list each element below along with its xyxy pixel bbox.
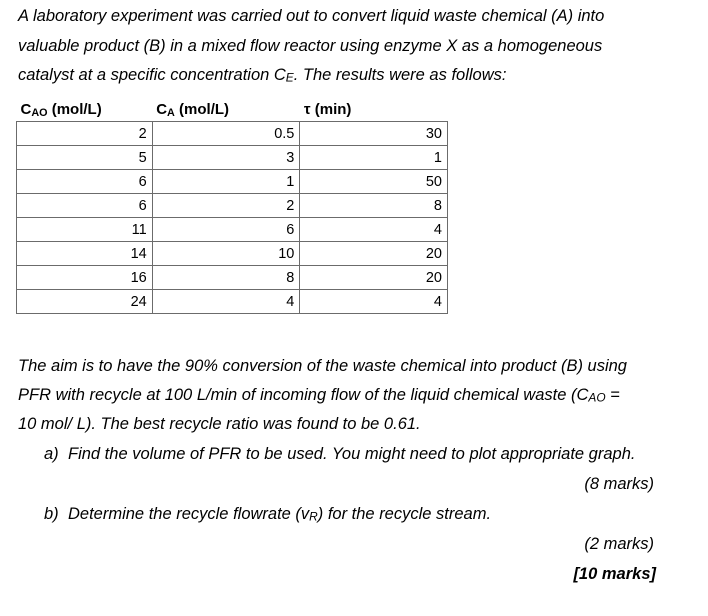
question-b-subscript: R (309, 509, 318, 524)
aim-line-1: The aim is to have the 90% conversion of the waste chemical into product (B) using (18, 357, 627, 375)
question-b-label: b) (44, 505, 59, 523)
header-ca-sub: A (167, 106, 175, 119)
cell-ca: 0.5 (152, 122, 300, 146)
cell-cao: 6 (17, 194, 153, 218)
total-marks: [10 marks] (573, 565, 656, 583)
question-b-marks: (2 marks) (584, 535, 654, 553)
cell-tau: 30 (300, 122, 448, 146)
table-row (17, 266, 448, 290)
cell-ca: 3 (152, 146, 300, 170)
cell-ca: 1 (152, 170, 300, 194)
table-row (17, 122, 448, 146)
cell-ca: 4 (152, 290, 300, 314)
cell-cao: 2 (17, 122, 153, 146)
intro-line-3-text: catalyst at a specific concentration C (18, 66, 286, 84)
cell-tau: 4 (300, 290, 448, 314)
cell-cao: 6 (17, 170, 153, 194)
header-tau-main: τ (303, 101, 311, 118)
cell-ca: 8 (152, 266, 300, 290)
cell-cao: 24 (17, 290, 153, 314)
header-ca (152, 98, 300, 122)
results-table (16, 98, 448, 314)
aim-line-3: 10 mol/ L). The best recycle ratio was found to be 0.61. (18, 415, 421, 433)
intro-line-1: A laboratory experiment was carried out to convert liquid waste chemical (A) into (18, 7, 605, 25)
question-a-text: Find the volume of PFR to be used. You might need to plot appropriate graph. (68, 445, 636, 463)
table-row (17, 242, 448, 266)
header-cao (17, 98, 153, 122)
table-header-row (17, 98, 448, 122)
aim-line-2-text: PFR with recycle at 100 L/min of incoming flow of the liquid chemical waste (C (18, 386, 589, 404)
cell-tau: 20 (300, 242, 448, 266)
table-row (17, 146, 448, 170)
question-a (44, 446, 635, 463)
cell-ca: 2 (152, 194, 300, 218)
cell-tau: 50 (300, 170, 448, 194)
header-ca-main: C (156, 100, 168, 118)
cell-ca: 10 (152, 242, 300, 266)
intro-line-3-tail: . The results were as follows: (293, 66, 507, 84)
cell-cao: 11 (17, 218, 153, 242)
header-ca-unit: (mol/L) (174, 100, 230, 118)
table-row (17, 194, 448, 218)
question-a-marks: (8 marks) (584, 475, 654, 493)
cell-cao: 16 (17, 266, 153, 290)
cell-cao: 14 (17, 242, 153, 266)
table-row (17, 290, 448, 314)
cell-cao: 5 (17, 146, 153, 170)
aim-line-2-subscript: AO (588, 390, 606, 405)
header-cao-unit: (mol/L) (47, 100, 102, 118)
question-a-label: a) (44, 445, 59, 463)
aim-line-2-tail: = (605, 386, 620, 404)
cell-tau: 1 (300, 146, 448, 170)
cell-ca: 6 (152, 218, 300, 242)
question-b-tail: ) for the recycle stream. (317, 505, 492, 523)
header-tau-unit: (min) (310, 101, 352, 118)
intro-line-3-subscript: E (285, 70, 294, 85)
cell-tau: 4 (300, 218, 448, 242)
header-cao-sub: AO (31, 106, 48, 119)
intro-line-3 (18, 67, 506, 84)
table-row (17, 218, 448, 242)
cell-tau: 20 (300, 266, 448, 290)
header-tau (300, 98, 448, 122)
header-cao-main: C (20, 100, 32, 118)
intro-line-2: valuable product (B) in a mixed flow reactor using enzyme X as a homogeneous (18, 37, 603, 55)
question-b-text: Determine the recycle flowrate (v (68, 505, 310, 523)
question-b (44, 506, 491, 523)
cell-tau: 8 (300, 194, 448, 218)
aim-line-2 (18, 387, 620, 404)
table-row (17, 170, 448, 194)
